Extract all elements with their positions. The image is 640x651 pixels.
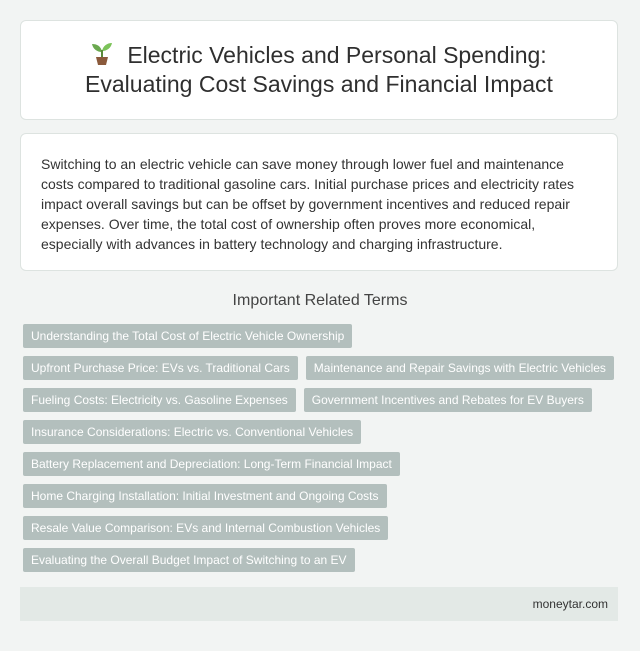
term-tag[interactable]: Insurance Considerations: Electric vs. Conventional Vehicles <box>23 420 361 444</box>
term-tag[interactable]: Battery Replacement and Depreciation: Long-Term Financial Impact <box>23 452 400 476</box>
term-tag[interactable]: Maintenance and Repair Savings with Electric Vehicles <box>306 356 614 380</box>
related-terms-list <box>23 324 623 580</box>
term-tag[interactable]: Resale Value Comparison: EVs and Internal Combustion Vehicles <box>23 516 388 540</box>
summary-card <box>20 133 618 271</box>
page-title <box>59 41 579 99</box>
term-tag[interactable]: Understanding the Total Cost of Electric Vehicle Ownership <box>23 324 352 348</box>
title-card <box>20 20 618 120</box>
term-tag[interactable]: Home Charging Installation: Initial Investment and Ongoing Costs <box>23 484 387 508</box>
footer-site-link[interactable]: moneytar.com <box>532 597 608 611</box>
summary-text: Switching to an electric vehicle can save money through lower fuel and maintenance costs compared to traditional gasoline cars. Initial purchase prices and electricity rates impact overall savings but can be offset by government incentives and reduced repair expenses. Over time, the total cost of ownership often proves more economical, especially with advances in battery technology and charging infrastructure. <box>41 156 575 252</box>
sprout-icon <box>91 42 113 66</box>
page-title-text: Electric Vehicles and Personal Spending: Evaluating Cost Savings and Financial Impact <box>85 42 553 97</box>
term-tag[interactable]: Upfront Purchase Price: EVs vs. Traditional Cars <box>23 356 298 380</box>
footer <box>20 587 618 621</box>
term-tag[interactable]: Fueling Costs: Electricity vs. Gasoline Expenses <box>23 388 296 412</box>
related-terms-heading: Important Related Terms <box>232 292 408 309</box>
term-tag[interactable]: Government Incentives and Rebates for EV Buyers <box>304 388 592 412</box>
term-tag[interactable]: Evaluating the Overall Budget Impact of Switching to an EV <box>23 548 355 572</box>
